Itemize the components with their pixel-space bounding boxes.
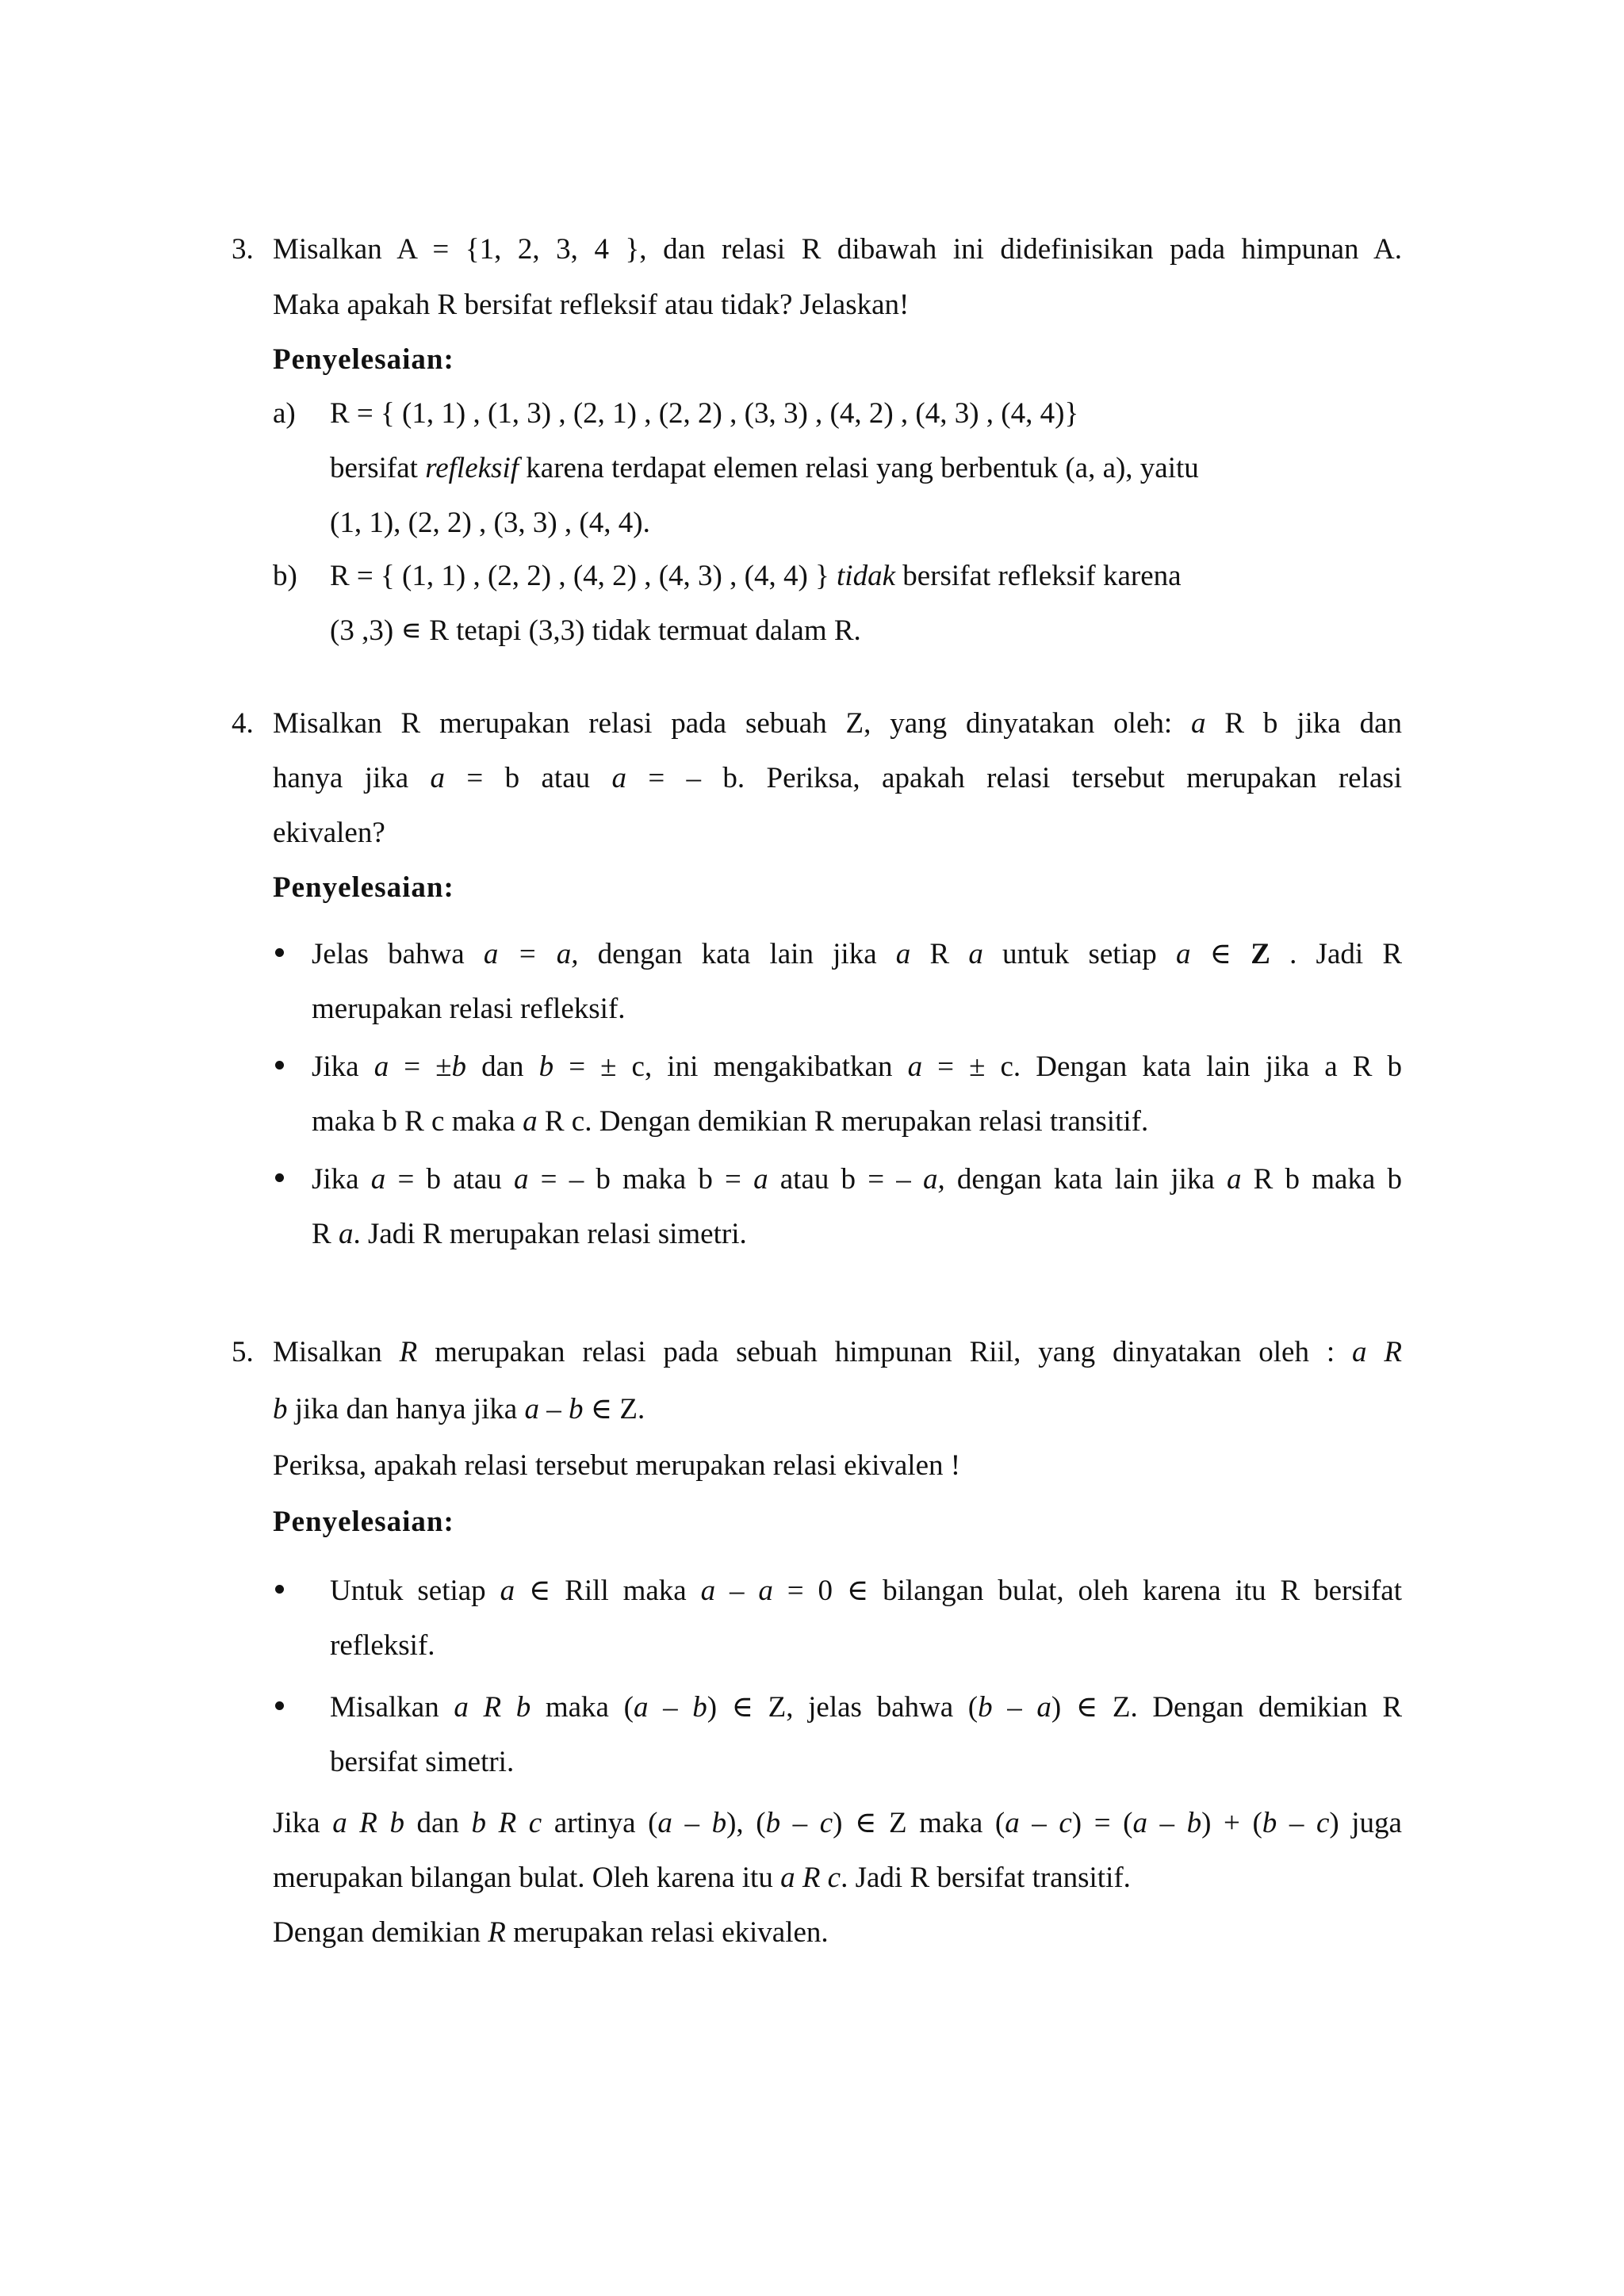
question-3-text-line-1: Misalkan A = {1, 2, 3, 4 }, dan relasi R dibawah ini didefinisikan pada himpunan A. — [273, 233, 1402, 266]
question-5-text-line-3: Periksa, apakah relasi tersebut merupakan relasi ekivalen ! — [273, 1449, 961, 1482]
bullet-icon — [275, 1585, 284, 1594]
question-4-bullet-2-line-1: Jika a = ±b dan b = ± c, ini mengakibatkan a = ± c. Dengan kata lain jika a R b — [312, 1050, 1402, 1083]
question-4-bullet-1-line-1: Jelas bahwa a = a, dengan kata lain jika a R a untuk setiap a ∈ Z . Jadi R — [312, 938, 1403, 970]
bullet-icon — [275, 1701, 284, 1710]
question-3-number: 3. — [232, 233, 254, 266]
question-4-text-line-1: Misalkan R merupakan relasi pada sebuah Z, yang dinyatakan oleh: a R b jika dan — [273, 707, 1402, 740]
question-4-number: 4. — [232, 707, 254, 740]
answer-a-line-2: bersifat refleksif karena terdapat elemen relasi yang berbentuk (a, a), yaitu — [330, 452, 1199, 484]
question-4-bullet-3-line-2: R a. Jadi R merupakan relasi simetri. — [312, 1218, 747, 1250]
bullet-icon — [275, 948, 284, 957]
answer-a-line-3: (1, 1), (2, 2) , (3, 3) , (4, 4). — [330, 507, 650, 539]
question-3-text-line-2: Maka apakah R bersifat refleksif atau tidak? Jelaskan! — [273, 289, 910, 321]
question-5-solution-label: Penyelesaian: — [273, 1506, 454, 1538]
question-4-solution-label: Penyelesaian: — [273, 871, 454, 904]
question-4-text-line-3: ekivalen? — [273, 817, 385, 849]
question-4-bullet-2-line-2: maka b R c maka a R c. Dengan demikian R merupakan relasi transitif. — [312, 1105, 1149, 1138]
bullet-icon — [275, 1061, 284, 1070]
answer-a-set: R = { (1, 1) , (1, 3) , (2, 1) , (2, 2) , (3, 3) , (4, 2) , (4, 3) , (4, 4)} — [330, 397, 1079, 430]
answer-b-label: b) — [273, 560, 297, 592]
question-4-bullet-3-line-1: Jika a = b atau a = – b maka b = a atau b = – a, dengan kata lain jika a R b maka b — [312, 1163, 1403, 1196]
question-5-transitive-line-1: Jika a R b dan b R c artinya (a – b), (b – c) ∈ Z maka (a – c) = (a – b) + (b – c) juga — [273, 1807, 1402, 1839]
question-4-bullet-1-line-2: merupakan relasi refleksif. — [312, 993, 626, 1025]
question-5-transitive-line-2: merupakan bilangan bulat. Oleh karena itu a R c. Jadi R bersifat transitif. — [273, 1862, 1131, 1894]
answer-a-label: a) — [273, 397, 296, 430]
answer-b-line-2: (3 ,3) ∊ R tetapi (3,3) tidak termuat dalam R. — [330, 614, 861, 647]
question-3-solution-label: Penyelesaian: — [273, 343, 454, 376]
answer-b-line-1: R = { (1, 1) , (2, 2) , (4, 2) , (4, 3) , (4, 4) } tidak bersifat refleksif karena — [330, 560, 1182, 592]
question-5-bullet-1-line-1: Untuk setiap a ∈ Rill maka a – a = 0 ∈ bilangan bulat, oleh karena itu R bersifat — [330, 1575, 1403, 1607]
question-5-bullet-2-line-2: bersifat simetri. — [330, 1746, 515, 1778]
question-4-text-line-2: hanya jika a = b atau a = – b. Periksa, apakah relasi tersebut merupakan relasi — [273, 762, 1402, 794]
question-5-conclusion: Dengan demikian R merupakan relasi ekivalen. — [273, 1916, 829, 1949]
question-5-text-line-2: b jika dan hanya jika a – b ∈ Z. — [273, 1393, 645, 1425]
question-5-bullet-2-line-1: Misalkan a R b maka (a – b) ∈ Z, jelas bahwa (b – a) ∈ Z. Dengan demikian R — [330, 1691, 1403, 1724]
bullet-icon — [275, 1173, 284, 1182]
question-5-bullet-1-line-2: refleksif. — [330, 1629, 435, 1662]
question-5-number: 5. — [232, 1336, 254, 1368]
question-5-text-line-1: Misalkan R merupakan relasi pada sebuah himpunan Riil, yang dinyatakan oleh : a R — [273, 1336, 1403, 1368]
